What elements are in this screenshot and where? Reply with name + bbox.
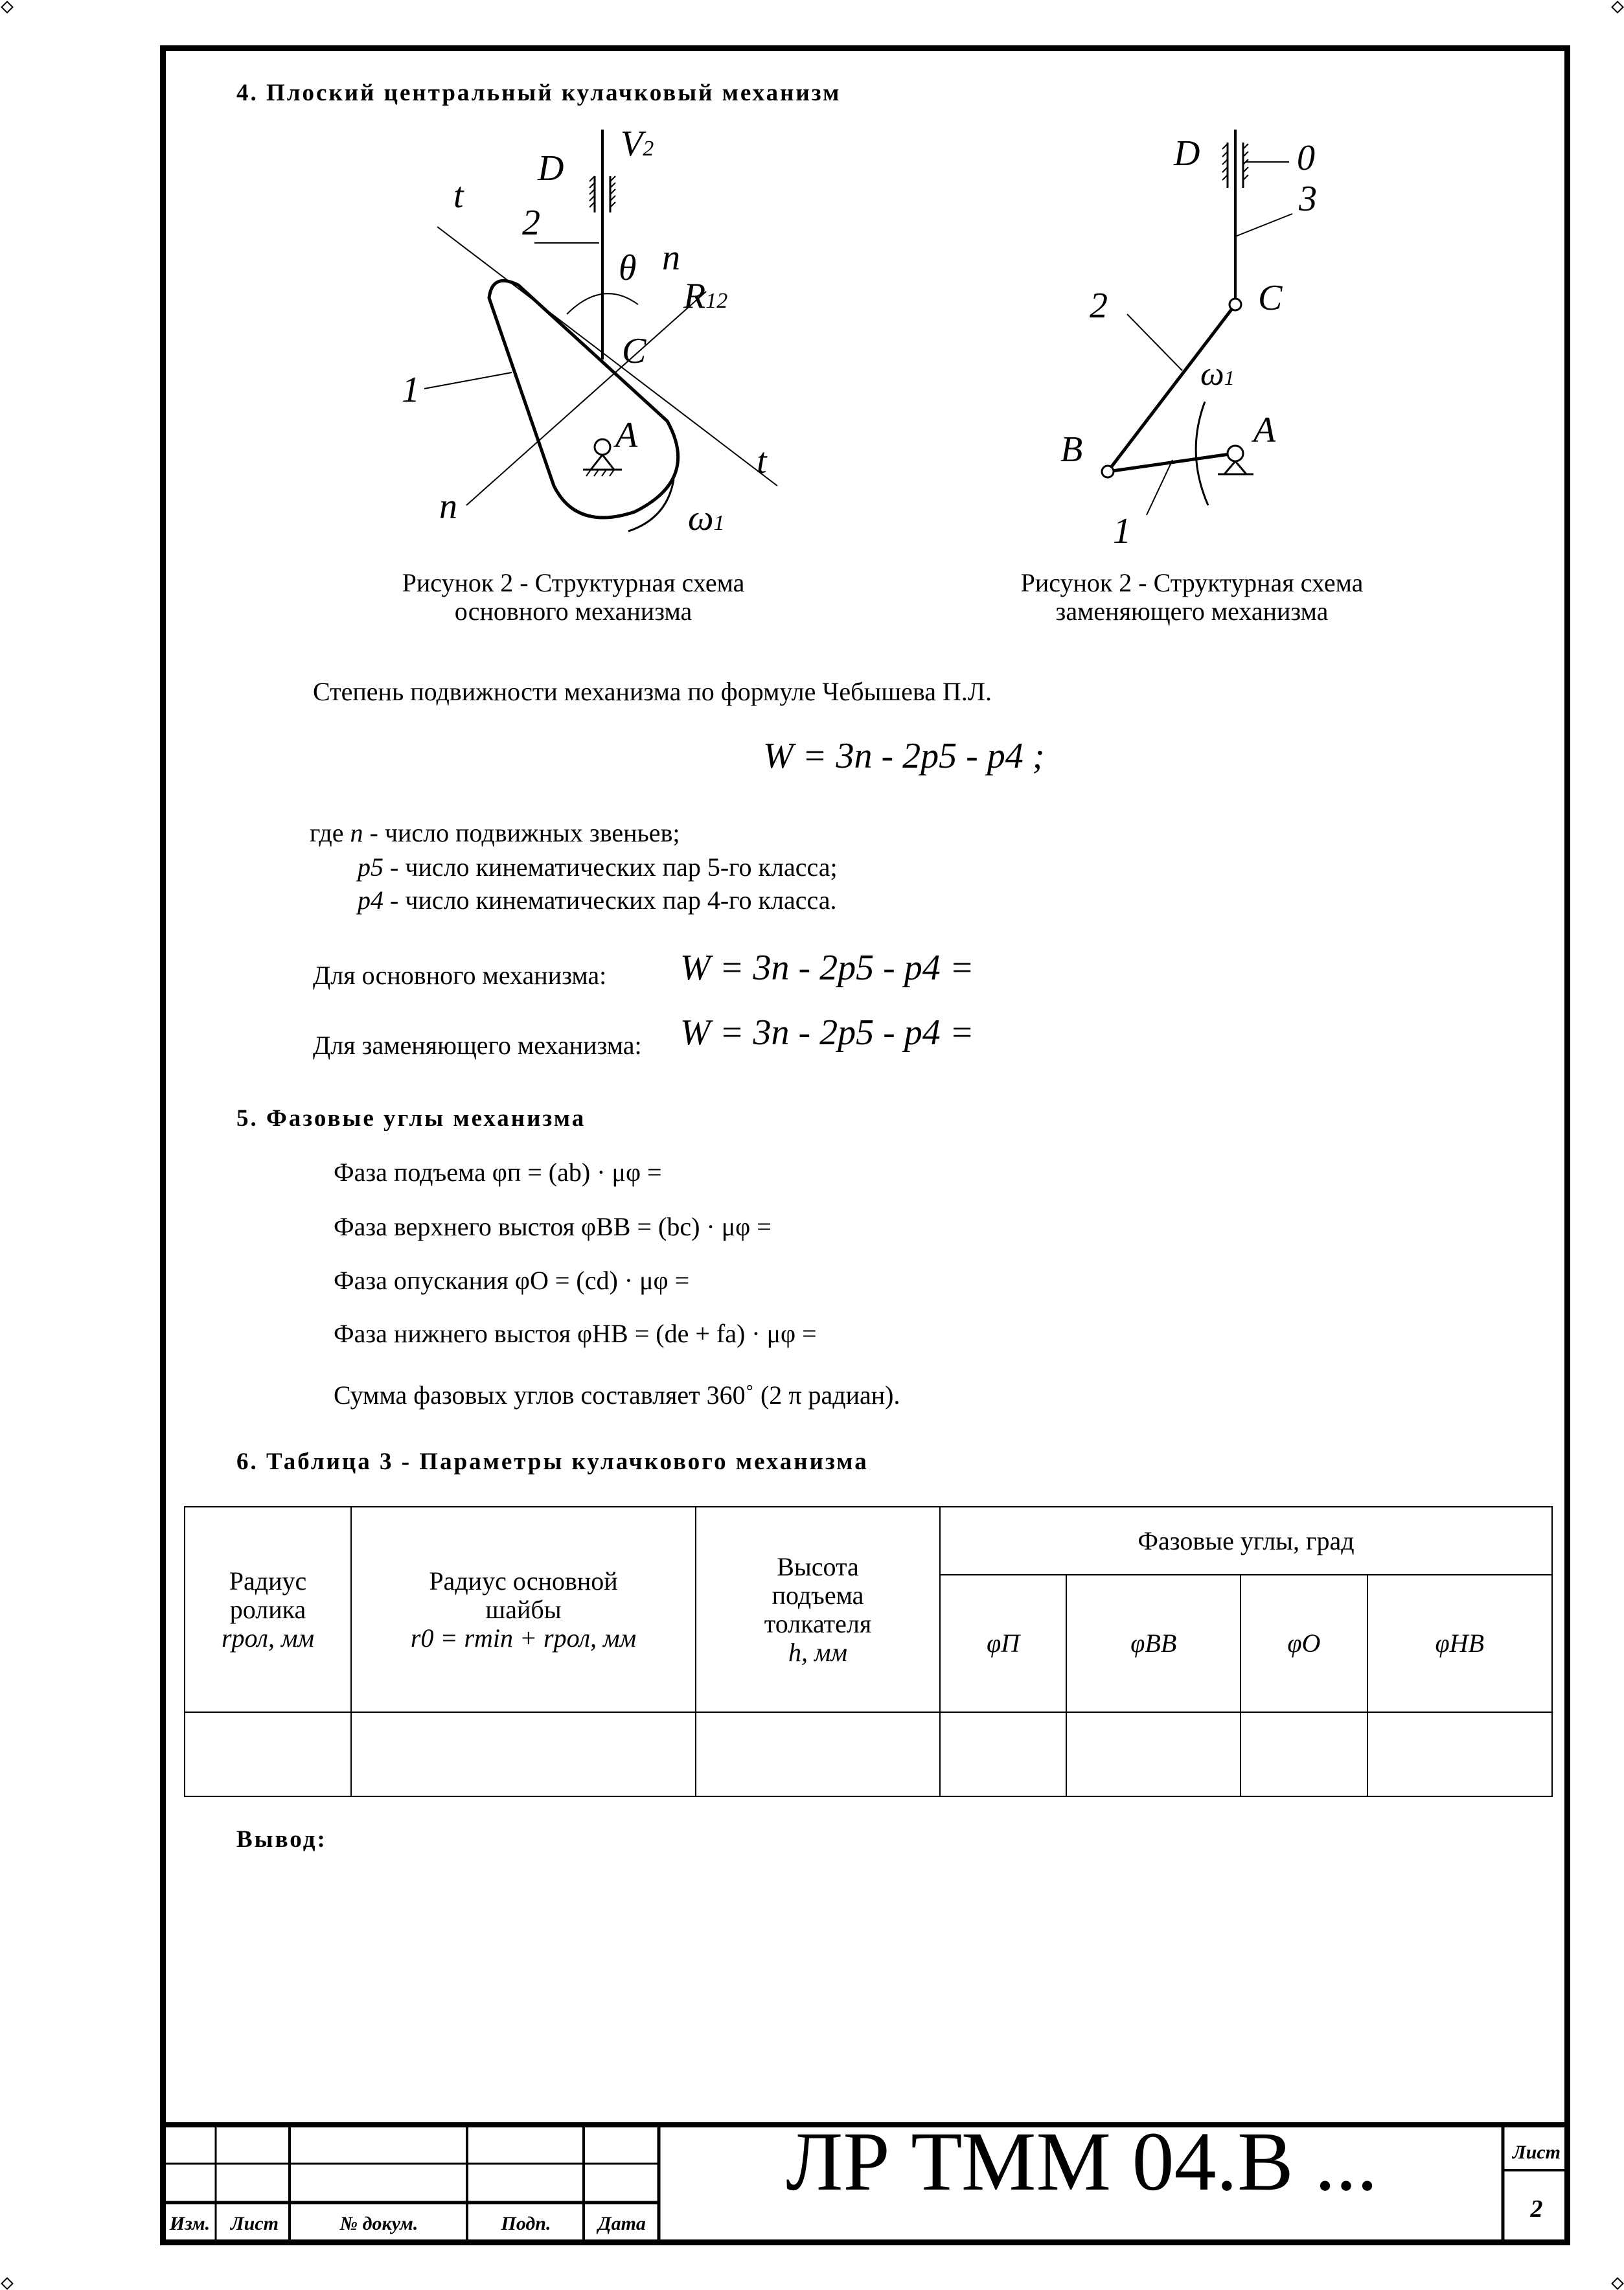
- corner-mark-tl: [1, 1, 14, 14]
- label-omega-sub: 1: [713, 511, 725, 535]
- conclusion-label: Вывод:: [236, 1826, 327, 1853]
- phase-col-top: φВВ: [1066, 1575, 1241, 1712]
- col2-line1: Радиус основной: [429, 1566, 618, 1596]
- where-text-p5: - число кинематических пар 5-го класса;: [383, 853, 838, 882]
- figure-cam-mechanism: [363, 117, 829, 583]
- label-R-sub: 12: [705, 289, 728, 313]
- cell-phi-top[interactable]: [1066, 1712, 1241, 1796]
- label-n-bottom: n: [439, 487, 457, 527]
- stamp-dokum: № докум.: [339, 2213, 418, 2234]
- label-A: A: [615, 415, 638, 455]
- phase-col-down: φО: [1241, 1575, 1367, 1712]
- replacing-label: Для заменяющего механизма:: [313, 1031, 642, 1060]
- right-label-C: C: [1258, 278, 1283, 318]
- right-label-omega-symbol: ω: [1200, 356, 1224, 393]
- label-R: R: [683, 276, 706, 316]
- cell-roller[interactable]: [185, 1712, 351, 1796]
- label-1: 1: [402, 370, 420, 410]
- cell-lift[interactable]: [696, 1712, 940, 1796]
- params-table: [184, 1506, 1553, 1797]
- where-var-n: n: [350, 818, 363, 847]
- right-label-D: D: [1174, 133, 1200, 174]
- caption-left-line2: основного механизма: [454, 597, 692, 626]
- mobility-text: Степень подвижности механизма по формуле Чебышева П.Л.: [313, 677, 992, 706]
- where-line-1: [310, 818, 680, 848]
- section-5-title: 5. Фазовые углы механизма: [236, 1105, 586, 1132]
- label-V2: [621, 123, 654, 165]
- caption-right: [968, 569, 1415, 626]
- caption-right-line1: Рисунок 2 - Структурная схема: [1020, 568, 1364, 597]
- cell-phi-bottom[interactable]: [1367, 1712, 1552, 1796]
- caption-right-line2: заменяющего механизма: [1055, 597, 1329, 626]
- col-base-radius: [351, 1507, 696, 1712]
- right-label-A: A: [1253, 410, 1276, 450]
- where-text-n: - число подвижных звеньев;: [363, 818, 680, 847]
- col1-line1: Радиус: [229, 1566, 307, 1596]
- cell-base[interactable]: [351, 1712, 696, 1796]
- label-D: D: [538, 148, 564, 189]
- cell-phi-rise[interactable]: [940, 1712, 1066, 1796]
- label-omega: [688, 498, 725, 539]
- right-label-omega: [1200, 355, 1235, 393]
- col-roller-radius: [185, 1507, 351, 1712]
- right-label-1: 1: [1113, 511, 1131, 551]
- right-label-2: 2: [1090, 286, 1108, 326]
- where-var-p5: p5: [358, 853, 383, 882]
- label-C: C: [622, 331, 646, 371]
- right-label-3: 3: [1299, 179, 1317, 219]
- phase-down: Фаза опускания φО = (cd) · μφ =: [334, 1266, 690, 1295]
- sheet-label: Лист: [1513, 2142, 1561, 2163]
- right-label-0: 0: [1297, 138, 1315, 178]
- phase-col-rise: φП: [940, 1575, 1066, 1712]
- col3-line3: толкателя: [764, 1609, 872, 1638]
- stamp-data: Дата: [598, 2213, 646, 2234]
- col1-line3: rрол, мм: [221, 1623, 315, 1653]
- label-n-top: n: [662, 238, 680, 278]
- replacing-formula: W = 3n - 2p5 - p4 =: [680, 1013, 974, 1053]
- section-4-title: 4. Плоский центральный кулачковый механизм: [236, 80, 841, 106]
- label-theta: θ: [619, 248, 637, 288]
- where-prefix: где: [310, 818, 350, 847]
- where-line-2: [358, 852, 838, 882]
- label-t-bottom: t: [757, 441, 767, 481]
- caption-left: [350, 569, 797, 626]
- where-text-p4: - число кинематических пар 4-го класса.: [383, 886, 837, 915]
- phase-sum: Сумма фазовых углов составляет 360˚ (2 π радиан).: [334, 1380, 900, 1410]
- right-label-omega-sub: 1: [1224, 366, 1235, 389]
- col1-line2: ролика: [229, 1594, 306, 1624]
- phase-rise: Фаза подъема φп = (ab) · μφ =: [334, 1158, 662, 1187]
- corner-mark-br: [1611, 2277, 1624, 2290]
- phase-col-bottom: φНВ: [1367, 1575, 1552, 1712]
- basic-label: Для основного механизма:: [313, 961, 607, 990]
- col3-line4: h, мм: [788, 1637, 848, 1667]
- cell-phi-down[interactable]: [1241, 1712, 1367, 1796]
- sheet-number: 2: [1530, 2195, 1543, 2223]
- phase-top: Фаза верхнего выстоя φВВ = (bc) · μφ =: [334, 1212, 772, 1241]
- label-omega-symbol: ω: [688, 498, 714, 538]
- where-line-3: [358, 885, 836, 915]
- stamp-list: Лист: [231, 2213, 279, 2234]
- caption-left-line1: Рисунок 2 - Структурная схема: [402, 568, 745, 597]
- corner-mark-tr: [1611, 1, 1624, 14]
- section-6-title: 6. Таблица 3 - Параметры кулачкового механизма: [236, 1448, 869, 1475]
- formula-main: W = 3n - 2p5 - p4 ;: [763, 736, 1045, 776]
- label-V: V: [621, 124, 643, 164]
- label-V-sub: 2: [643, 137, 654, 161]
- phase-bottom: Фаза нижнего выстоя φНВ = (de + fa) · μφ =: [334, 1319, 817, 1348]
- col-lift-height: [696, 1507, 940, 1712]
- where-var-p4: p4: [358, 886, 383, 915]
- phases-header: Фазовые углы, град: [940, 1507, 1552, 1575]
- col2-line2: шайбы: [485, 1594, 562, 1624]
- col3-line2: подъема: [772, 1580, 864, 1610]
- label-R12: [683, 275, 727, 317]
- label-t-top: t: [453, 176, 464, 216]
- document-code: ЛР ТММ 04.В ...: [786, 2115, 1378, 2208]
- basic-formula: W = 3n - 2p5 - p4 =: [680, 948, 974, 988]
- stamp-izm: Изм.: [169, 2213, 211, 2234]
- col2-line3: r0 = rmin + rрол, мм: [410, 1623, 637, 1653]
- stamp-podp: Подп.: [501, 2213, 551, 2234]
- corner-mark-bl: [1, 2277, 14, 2290]
- right-label-B: B: [1060, 429, 1083, 470]
- col3-line1: Высота: [777, 1551, 859, 1581]
- label-2: 2: [522, 203, 540, 243]
